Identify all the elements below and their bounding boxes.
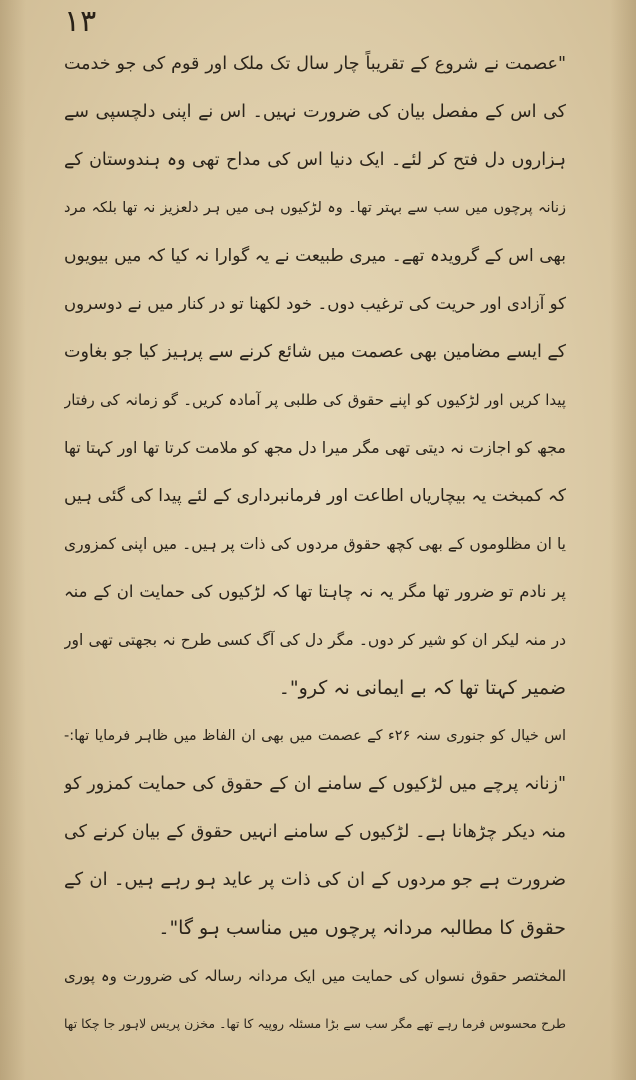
text-line: اس خیال کو جنوری سنہ ۲۶ء کے عصمت میں بھی ان الفاظ میں ظاہر فرمایا تھا:- (64, 728, 566, 744)
text-line: "عصمت نے شروع کے تقریباً چار سال تک ملک اور قوم کی جو خدمت (64, 54, 566, 74)
page-edge-shadow-left (0, 0, 26, 1080)
text-line: طرح محسوس فرما رہے تھے مگر سب سے بڑا مسئلہ روپیہ کا تھا۔ مخزن پریس لاہور جا چکا تھا (64, 1016, 566, 1031)
text-line: پیدا کریں اور لڑکیوں کو اپنے حقوق کی طلبی پر آمادہ کریں۔ گو زمانہ کی رفتار (64, 391, 566, 409)
urdu-text-block (64, 40, 566, 1048)
text-line: یا ان مظلوموں کے بھی کچھ حقوق مردوں کی ذات پر ہیں۔ میں اپنی کمزوری (64, 535, 566, 553)
page-edge-shadow-right (610, 0, 636, 1080)
text-line: مجھ کو اجازت نہ دیتی تھی مگر میرا دل مجھ کو ملامت کرتا تھا اور کہتا تھا (64, 438, 566, 457)
quoted-text-line-end: حقوق کا مطالبہ مردانہ پرچوں میں مناسب ہو گا"۔ (158, 917, 566, 939)
text-line: زنانہ پرچوں میں سب سے بہتر تھا۔ وہ لڑکیوں ہی میں ہر دلعزیز نہ تھا بلکہ مرد (64, 200, 566, 216)
text-line: ہزاروں دل فتح کر لئے۔ ایک دنیا اس کی مداح تھی وہ ہندوستان کے (64, 150, 566, 170)
quoted-text-line: ضرورت ہے جو مردوں کے ان کی ذات پر عاید ہو رہے ہیں۔ ان کے (64, 869, 566, 890)
text-line: المختصر حقوق نسواں کی حمایت میں ایک مردانہ رسالہ کی ضرورت وہ پوری (64, 967, 566, 985)
text-line: پر نادم تو ضرور تھا مگر یہ نہ چاہتا تھا کہ لڑکیوں کی حمایت ان کے منہ (64, 582, 566, 601)
text-line: کے ایسے مضامین بھی عصمت میں شائع کرنے سے پرہیز کیا جو بغاوت (64, 342, 566, 362)
text-line: کی اس کے مفصل بیان کی ضرورت نہیں۔ اس نے اپنی دلچسپی سے (64, 102, 566, 122)
page-number: ۱۳ (64, 4, 97, 39)
quoted-text-line: "زنانہ پرچے میں لڑکیوں کے سامنے ان کے حقوق کی حمایت کمزور کو (64, 774, 566, 794)
text-line: کہ کمبخت یہ بیچاریاں اطاعت اور فرمانبرداری کے لئے پیدا کی گئی ہیں (64, 486, 566, 506)
text-line: کو آزادی اور حریت کی ترغیب دوں۔ خود لکھنا تو در کنار میں نے دوسروں (64, 294, 566, 313)
text-line: در منہ لیکر ان کو شیر کر دوں۔ مگر دل کی آگ کسی طرح نہ بجھتی تھی اور (64, 631, 566, 649)
quoted-text-line: منہ دیکر چڑھانا ہے۔ لڑکیوں کے سامنے انہیں حقوق کے بیان کرنے کی (64, 822, 566, 842)
text-line: بھی اس کے گرویدہ تھے۔ میری طبیعت نے یہ گوارا نہ کیا کہ میں بیویوں (64, 246, 566, 266)
text-line-paragraph-end: ضمیر کہتا تھا کہ بے ایمانی نہ کرو"۔ (278, 677, 566, 699)
